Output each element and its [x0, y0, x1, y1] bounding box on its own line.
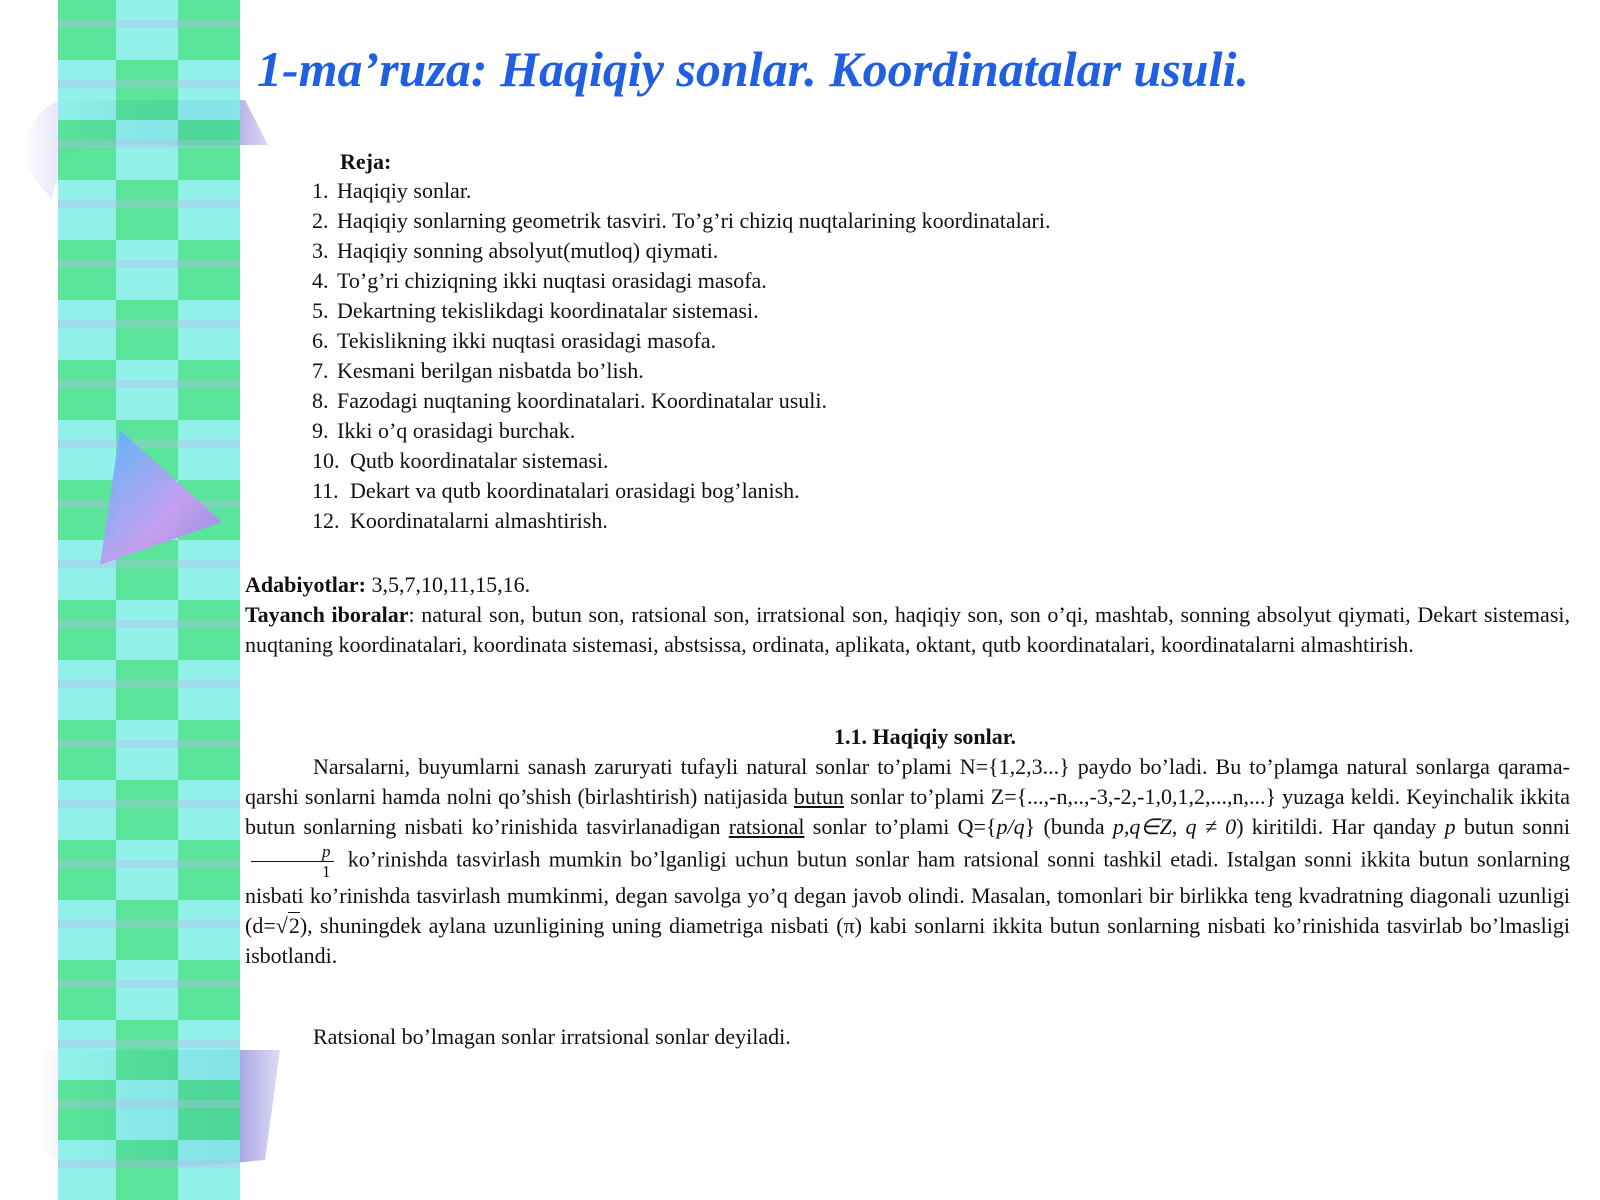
fraction-p-over-1: $\frac{p}{1}$ [251, 842, 334, 881]
plan-item: 12. Koordinatalarni almashtirish. [312, 508, 608, 533]
plan-item: 1. Haqiqiy sonlar. [312, 178, 472, 203]
plan-item: 11. Dekart va qutb koordinatalari orasidagi bog’lanish. [312, 478, 800, 503]
plan-item: 3. Haqiqiy sonning absolyut(mutloq) qiymati. [312, 238, 719, 263]
lecture-title: 1-ma’ruza: Haqiqiy sonlar. Koordinatalar usuli. [257, 41, 1249, 97]
plan-heading: Reja: [340, 149, 392, 174]
plan-item: 9. Ikki o’q orasidagi burchak. [312, 418, 576, 443]
keywords-paragraph: Tayanch iboralar: natural son, butun son, ratsional son, irratsional son, haqiqiy son, son o’qi, mashtab, sonning absolyut qiymati, Dekart sistemasi, nuqtaning koordinatalari, koordinata sistemasi, abstsissa, ordinata, aplikata, oktant, qutb koordinatalari, koordinatalarni almashtirish. [245, 602, 1570, 657]
plan-item: 4. To’g’ri chiziqning ikki nuqtasi orasidagi masofa. [312, 268, 767, 293]
plan-item: 6. Tekislikning ikki nuqtasi orasidagi masofa. [312, 328, 717, 353]
document-page [245, 0, 1570, 1200]
plan-item: 10. Qutb koordinatalar sistemasi. [312, 448, 609, 473]
plan-item: 2. Haqiqiy sonlarning geometrik tasviri. To’g’ri chiziq nuqtalarining koordinatalari. [312, 208, 1051, 233]
plan-list [312, 176, 1072, 536]
plan-item: 5. Dekartning tekislikdagi koordinatalar sistemasi. [312, 298, 759, 323]
plan-item: 8. Fazodagi nuqtaning koordinatalari. Koordinatalar usuli. [312, 388, 827, 413]
literature-line: Adabiyotlar: 3,5,7,10,11,15,16. [245, 572, 531, 597]
plan-item: 7. Kesmani berilgan nisbatda bo’lish. [312, 358, 644, 383]
section-paragraph-1: Narsalarni, buyumlarni sanash zaruryati tufayli natural sonlar to’plami N={1,2,3...} paydo bo’ladi. Bu to’plamga natural sonlarga qarama-qarshi sonlarni hamda nolni qo’shish (birlashtirish) natijasida butun sonlar to’plami Z={...,-n,..,-3,-2,-1,0,1,2,...,n,...} yuzaga keldi. Keyinchalik ikkita butun sonlarning nisbati ko’rinishida tasvirlanadigan ratsional sonlar to’plami Q={p/q} (bunda p,q∈Z, q ≠ 0) kiritildi. Har qanday p butun sonni $\frac{p}{1}$ ko’rinishda tasvirlash mumkin bo’lganligi uchun butun sonlar ham ratsional sonni tashkil etadi. Istalgan sonni ikkita butun sonlarning nisbati ko’rinishda tasvirlash mumkinmi, degan savolga yo’q degan javob olindi. Masalan, tomonlari bir birlikka teng kvadratning diagonali uzunligi (d=√2), shuningdek aylana uzunligining uning diametriga nisbati (π) kabi sonlarni ikkita butun sonlarning nisbati ko’rinishida tasvirlab bo’lmasligi isbotlandi. [245, 754, 1570, 968]
section-heading: 1.1. Haqiqiy sonlar. [834, 724, 1016, 749]
section-paragraph-2: Ratsional bo’lmagan sonlar irratsional sonlar deyiladi. [313, 1024, 791, 1049]
